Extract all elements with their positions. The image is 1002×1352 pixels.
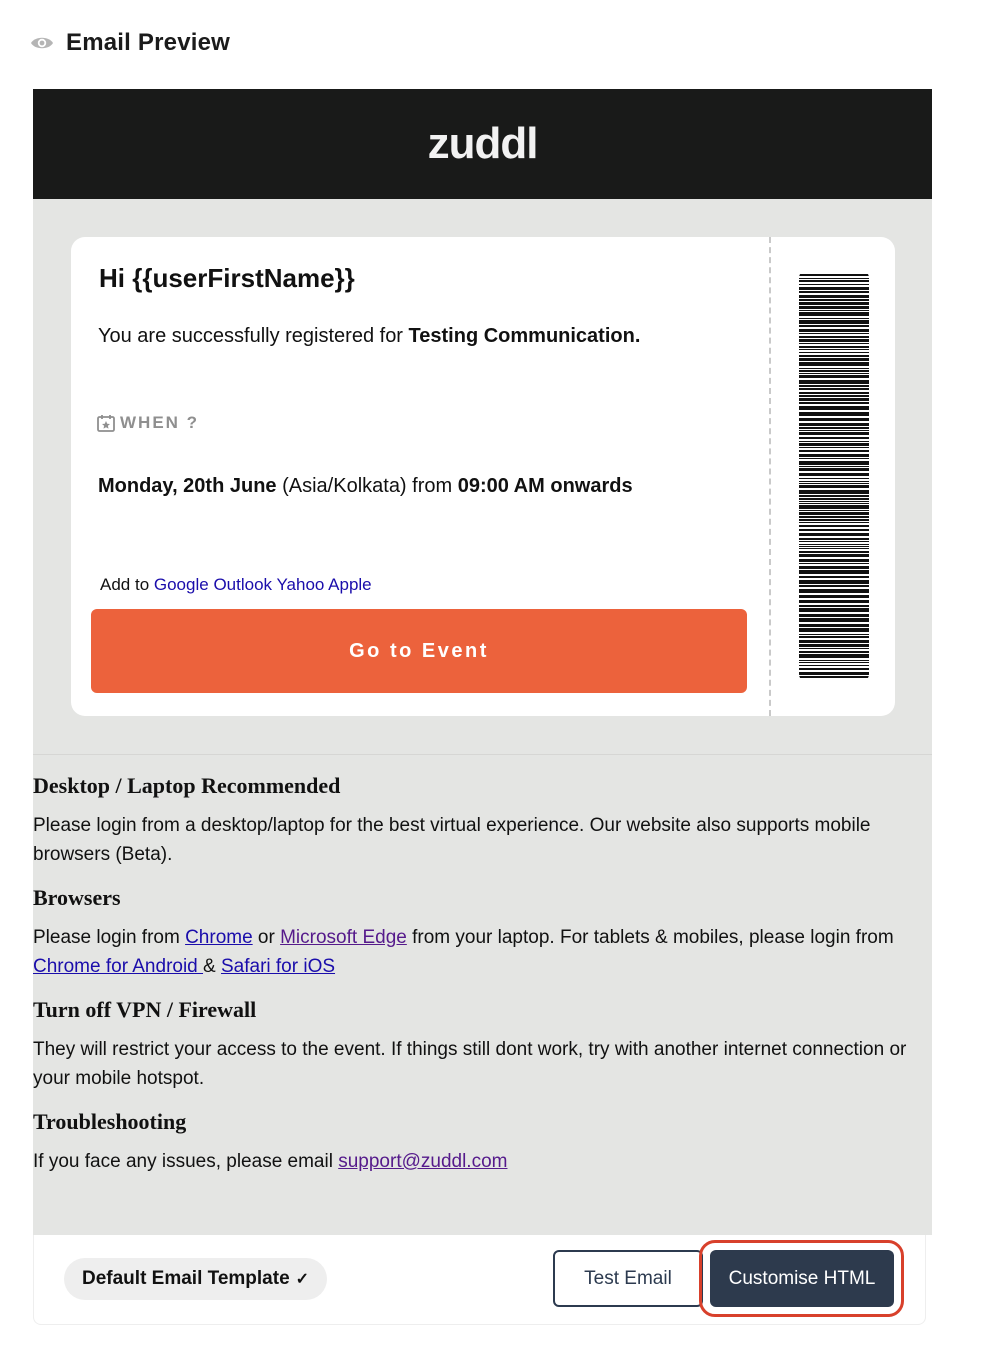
barcode-stripe [799, 441, 869, 442]
browsers-text: Please login from Chrome or Microsoft Edge from your laptop. For tablets & mobiles, please login from Chrome for Android & Safari for iOS [33, 927, 894, 977]
event-date-time: Monday, 20th June (Asia/Kolkata) from 09:00 AM onwards [98, 475, 633, 497]
barcode-stripe [799, 274, 869, 276]
barcode-stripe [799, 485, 869, 488]
template-selector[interactable] [64, 1258, 327, 1300]
preview-footer [33, 1235, 926, 1325]
barcode-stripe [799, 676, 869, 678]
barcode-stripe [799, 392, 869, 394]
add-to-calendar: Add to Google Outlook Yahoo Apple [100, 575, 372, 594]
test-email-button[interactable]: Test Email [553, 1250, 703, 1307]
barcode-stripe [799, 654, 869, 658]
barcode-stripe [799, 576, 869, 578]
barcode-stripe [799, 595, 869, 598]
barcode-stripe [799, 318, 869, 319]
barcode-stripe [799, 473, 869, 476]
instructions-section [33, 773, 932, 1192]
barcode-stripe [799, 355, 869, 357]
barcode-stripe [799, 385, 869, 387]
barcode-stripe [799, 566, 869, 569]
calendar-icon [96, 413, 116, 433]
registration-text: You are successfully registered for Testing Communication. [98, 325, 641, 347]
barcode-stripe [799, 541, 869, 542]
barcode-stripe [799, 423, 869, 426]
barcode-stripe [799, 287, 869, 290]
barcode-stripe [799, 368, 869, 369]
barcode-stripe [799, 432, 869, 435]
barcode-stripe [799, 402, 869, 404]
barcode-stripe [799, 548, 869, 549]
zuddl-logo: zuddl [427, 119, 538, 168]
barcode-stripe [799, 458, 869, 459]
support-email-link[interactable]: support@zuddl.com [338, 1151, 508, 1172]
barcode-stripe [799, 665, 869, 666]
barcode-stripe [799, 554, 869, 557]
barcode-stripe [799, 336, 869, 338]
barcode-stripe [799, 362, 869, 366]
chrome-android-link[interactable]: Chrome for Android [33, 956, 204, 977]
barcode-stripe [799, 533, 869, 536]
email-preview-header [30, 28, 230, 58]
barcode-stripe [799, 406, 869, 410]
barcode-stripe [799, 278, 869, 279]
customise-html-button[interactable]: Customise HTML [710, 1250, 894, 1307]
barcode-stripe [799, 358, 869, 361]
barcode-stripe [799, 580, 869, 584]
barcode-stripe [799, 608, 869, 612]
barcode-stripe [799, 450, 869, 452]
barcode-stripe [799, 605, 869, 607]
barcode-stripe [799, 346, 869, 348]
barcode-stripe [799, 437, 869, 439]
barcode-stripe [799, 501, 869, 502]
barcode-stripe [799, 538, 869, 540]
barcode-stripe [799, 660, 869, 661]
barcode-stripe [799, 310, 869, 311]
barcode-stripe [799, 614, 869, 617]
section-divider [33, 754, 932, 755]
add-to-yahoo-link[interactable]: Yahoo [276, 575, 325, 594]
barcode-stripe [799, 295, 869, 298]
barcode-stripe [799, 589, 869, 593]
barcode-stripe [799, 468, 869, 471]
barcode-stripe [799, 495, 869, 497]
barcode-stripe [799, 668, 869, 670]
barcode-stripe [799, 490, 869, 494]
barcode-stripe [799, 329, 869, 332]
barcode-stripe [799, 483, 869, 484]
barcode-stripe [799, 333, 869, 334]
barcode-stripe [799, 302, 869, 305]
barcode-stripe [799, 284, 869, 285]
barcode-stripe [799, 570, 869, 574]
barcode-stripe [799, 280, 869, 282]
email-preview [33, 89, 932, 1235]
barcode-stripe [799, 600, 869, 603]
add-to-google-link[interactable]: Google [153, 575, 209, 594]
barcode-stripe [799, 398, 869, 401]
barcode-stripe [799, 544, 869, 545]
barcode-stripe [799, 412, 869, 416]
barcode-stripe [799, 325, 869, 327]
barcode-stripe [799, 505, 869, 509]
check-icon: ✓ [295, 1271, 310, 1288]
template-label: Default Email Template [82, 1268, 290, 1289]
barcode-stripe [799, 454, 869, 457]
barcode-stripe [799, 306, 869, 309]
barcode-stripe [799, 312, 869, 316]
barcode-stripe [799, 349, 869, 350]
barcode-stripe [799, 478, 869, 479]
go-to-event-button[interactable]: Go to Event [91, 609, 747, 693]
barcode-stripe [799, 628, 869, 632]
desktop-text: Please login from a desktop/laptop for the best virtual experience. Our website also supports mobile browsers (Beta). [33, 815, 871, 865]
barcode-stripe [799, 481, 869, 482]
barcode-stripe [799, 648, 869, 649]
barcode-stripe [799, 427, 869, 429]
microsoft-edge-link[interactable]: Microsoft Edge [280, 927, 407, 948]
eye-icon [30, 35, 54, 51]
barcode-stripe [799, 512, 869, 515]
when-label: WHEN ? [96, 413, 199, 433]
event-ticket-card [71, 237, 895, 716]
troubleshooting-text: If you face any issues, please email support@zuddl.com [33, 1151, 508, 1172]
add-to-apple-link[interactable]: Apple [328, 575, 372, 594]
barcode-stripe [799, 529, 869, 531]
barcode-image [799, 270, 869, 682]
barcode-stripe [799, 373, 869, 374]
barcode-stripe [799, 662, 869, 663]
vpn-heading: Turn off VPN / Firewall [33, 997, 257, 1022]
barcode-stripe [799, 503, 869, 504]
barcode-stripe [799, 443, 869, 446]
barcode-stripe [799, 585, 869, 587]
safari-ios-link[interactable]: Safari for iOS [220, 956, 336, 977]
add-to-outlook-link[interactable]: Outlook [213, 575, 273, 594]
browsers-heading: Browsers [33, 885, 121, 910]
barcode-stripe [799, 644, 869, 647]
troubleshooting-heading: Troubleshooting [33, 1109, 187, 1134]
barcode-stripe [799, 395, 869, 397]
barcode-stripe [799, 516, 869, 518]
barcode-stripe [799, 299, 869, 301]
vpn-text: They will restrict your access to the event. If things still dont work, try with another internet connection or your mobile hotspot. [33, 1039, 907, 1089]
barcode-stripe [799, 522, 869, 523]
chrome-link[interactable]: Chrome [185, 927, 253, 948]
barcode-stripe [799, 375, 869, 378]
barcode-stripe [799, 525, 869, 527]
barcode-stripe [799, 498, 869, 500]
barcode-stripe [799, 651, 869, 653]
barcode-stripe [799, 339, 869, 342]
desktop-heading: Desktop / Laptop Recommended [33, 773, 341, 798]
barcode-stripe [799, 672, 869, 675]
barcode-stripe [799, 510, 869, 511]
barcode-stripe [799, 618, 869, 622]
barcode-stripe [799, 380, 869, 384]
barcode-stripe [799, 519, 869, 521]
page-title: Email Preview [66, 29, 231, 56]
email-header-banner [33, 89, 932, 199]
barcode-stripe [799, 636, 869, 638]
greeting-heading: Hi {{userFirstName}} [99, 263, 355, 293]
barcode-stripe [799, 563, 869, 564]
barcode-stripe [799, 388, 869, 390]
ticket-perforation [769, 237, 771, 716]
event-name: Testing Communication. [408, 325, 641, 347]
barcode-stripe [799, 418, 869, 421]
barcode-stripe [799, 320, 869, 324]
barcode-stripe [799, 634, 869, 635]
barcode-stripe [799, 352, 869, 353]
barcode-stripe [799, 291, 869, 293]
barcode-stripe [799, 546, 869, 547]
barcode-stripe [799, 447, 869, 448]
barcode-stripe [799, 640, 869, 643]
barcode-stripe [799, 466, 869, 467]
barcode-stripe [799, 559, 869, 562]
barcode-stripe [799, 461, 869, 465]
barcode-stripe [799, 624, 869, 627]
barcode-stripe [799, 370, 869, 372]
barcode-stripe [799, 343, 869, 344]
barcode-stripe [799, 430, 869, 431]
barcode-stripe [799, 551, 869, 553]
